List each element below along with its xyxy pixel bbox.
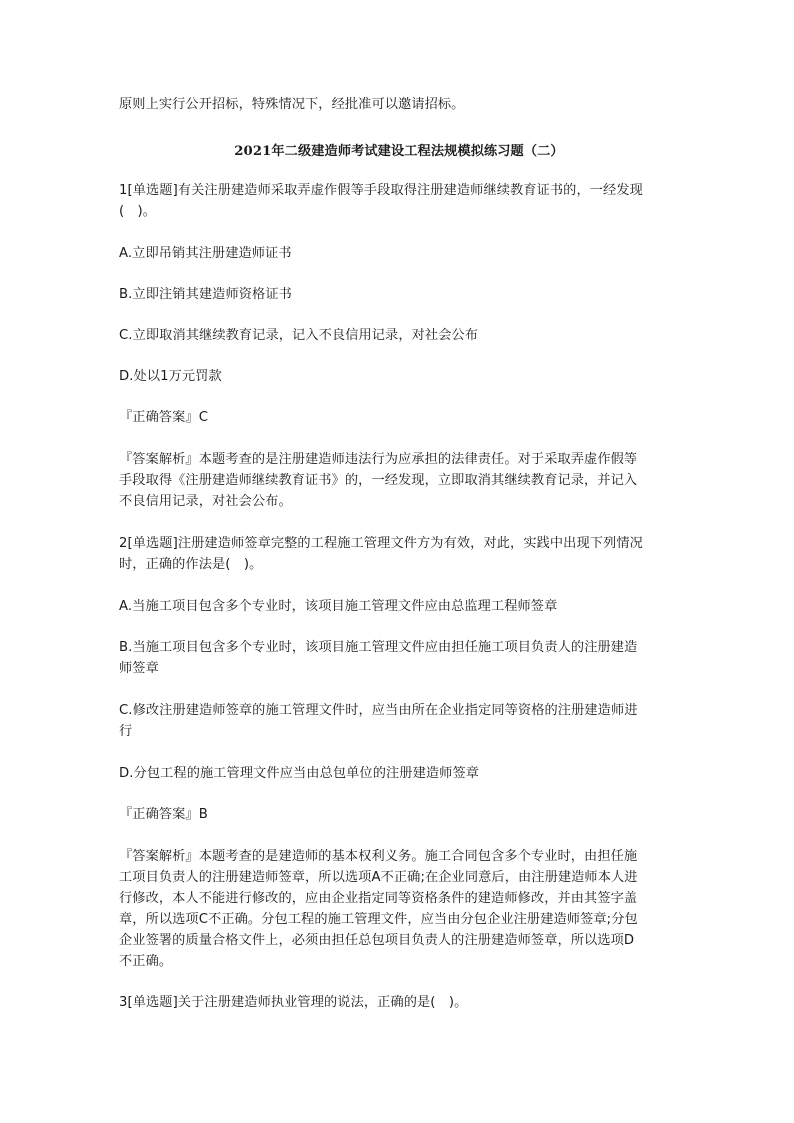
question-2-explanation-line-1: 『答案解析』本题考查的是建造师的基本权利义务。施工合同包含多个专业时，由担任施 <box>119 849 638 864</box>
question-2-option-a: A.当施工项目包含多个专业时，该项目施工管理文件应由总监理工程师签章 <box>119 599 558 614</box>
question-2-explanation-line-2: 工项目负责人的注册建造师签章，所以选项A不正确;在企业同意后，由注册建造师本人进 <box>119 870 638 885</box>
question-2-option-d: D.分包工程的施工管理文件应当由总包单位的注册建造师签章 <box>119 766 480 781</box>
question-2-stem: 2[单选题]注册建造师签章完整的工程施工管理文件方为有效，对此，实践中出现下列情况 <box>119 536 643 551</box>
question-1-stem: 1[单选题]有关注册建造师采取弄虚作假等手段取得注册建造师继续教育证书的，一经发现 <box>119 183 643 198</box>
question-1-option-b: B.立即注销其建造师资格证书 <box>119 287 292 302</box>
question-1-explanation-line-2: 手段取得《注册建造师继续教育证书》的，一经发现，立即取消其继续教育记录，并记入 <box>119 473 638 488</box>
document-title: 2021年二级建造师考试建设工程法规模拟练习题（二） <box>234 144 564 159</box>
intro-paragraph: 原则上实行公开招标，特殊情况下，经批准可以邀请招标。 <box>119 97 465 112</box>
question-1-explanation-line-1: 『答案解析』本题考查的是注册建造师违法行为应承担的法律责任。对于采取弄虚作假等 <box>119 452 638 467</box>
question-1-stem-cont: ( )。 <box>119 204 157 219</box>
question-2-option-b: B.当施工项目包含多个专业时，该项目施工管理文件应由担任施工项目负责人的注册建造 <box>119 640 638 655</box>
question-2-explanation-line-5: 企业签署的质量合格文件上，必须由担任总包项目负责人的注册建造师签章，所以选项D <box>119 933 635 948</box>
question-1-option-d: D.处以1万元罚款 <box>119 369 222 384</box>
question-2-stem-cont: 时，正确的作法是( )。 <box>119 557 263 572</box>
question-2-option-c-cont: 行 <box>119 724 133 739</box>
question-2-option-b-cont: 师签章 <box>119 661 159 676</box>
question-1-explanation-line-3: 不良信用记录，对社会公布。 <box>119 494 292 509</box>
question-2-explanation-line-6: 不正确。 <box>119 954 173 969</box>
question-1-option-c: C.立即取消其继续教育记录，记入不良信用记录，对社会公布 <box>119 328 479 343</box>
question-2-explanation-line-3: 行修改，本人不能进行修改的，应由企业指定同等资格条件的建造师修改，并由其签字盖 <box>119 891 638 906</box>
question-1-option-a: A.立即吊销其注册建造师证书 <box>119 246 292 261</box>
question-3-stem: 3[单选题]关于注册建造师执业管理的说法，正确的是( )。 <box>119 995 468 1010</box>
question-2-explanation-line-4: 章，所以选项C不正确。分包工程的施工管理文件，应当由分包企业注册建造师签章;分包 <box>119 912 638 927</box>
question-2-option-c: C.修改注册建造师签章的施工管理文件时，应当由所在企业指定同等资格的注册建造师进 <box>119 703 638 718</box>
question-2-answer: 『正确答案』B <box>119 807 208 822</box>
question-1-answer: 『正确答案』C <box>119 410 209 425</box>
